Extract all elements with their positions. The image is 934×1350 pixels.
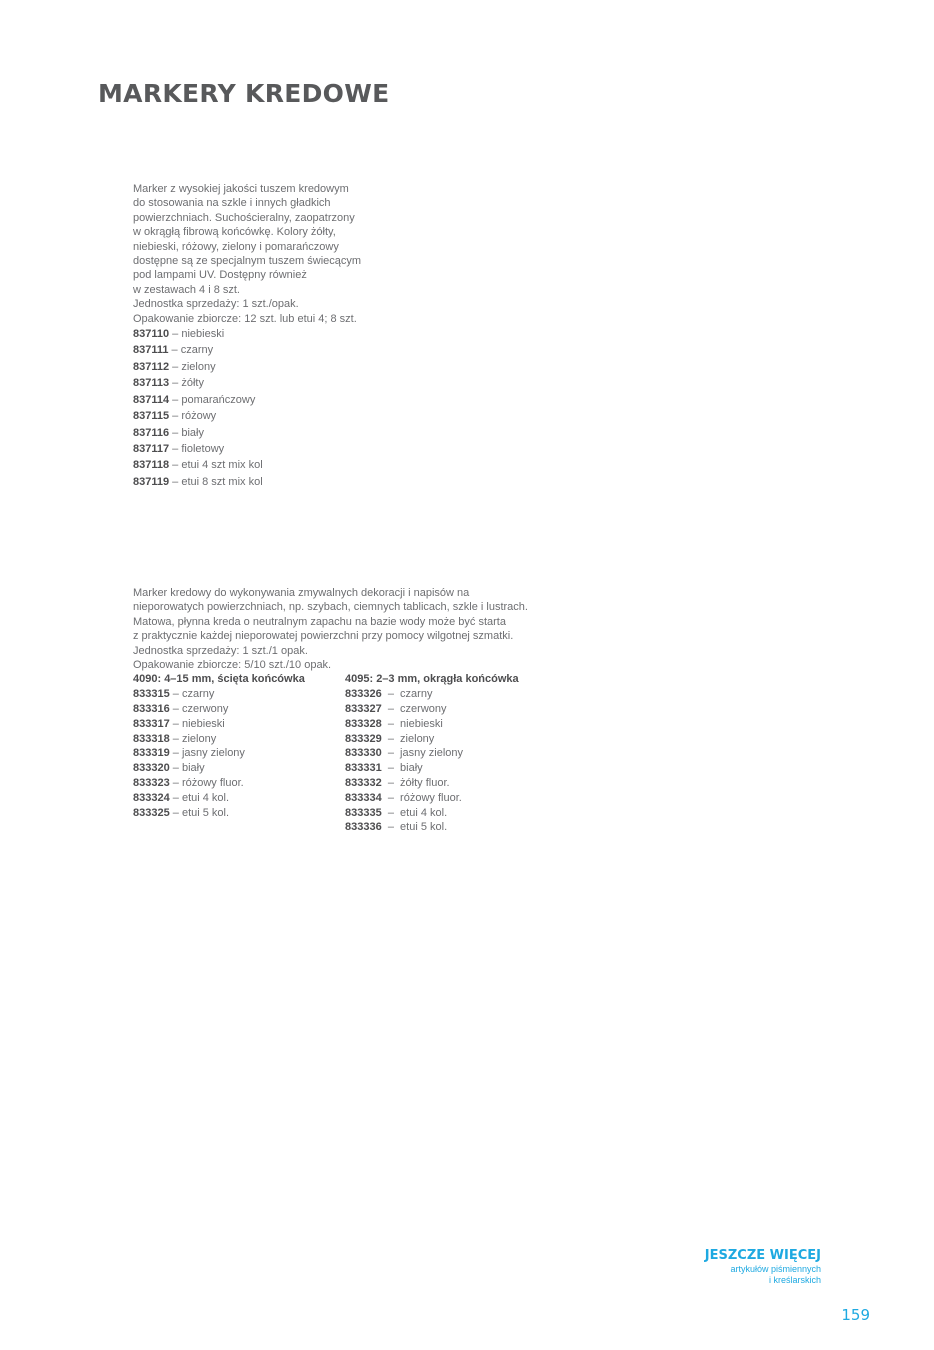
list-item (345, 746, 519, 761)
product-variant: – etui 4 kol. (169, 791, 230, 804)
page-number: 159 (841, 1306, 870, 1324)
product-variant: – biały (169, 426, 204, 439)
list-item (133, 687, 305, 702)
product-variant: – różowy (169, 410, 217, 423)
list-item (345, 776, 519, 791)
product-code: 833336 (345, 821, 382, 834)
product-variant: – etui 8 szt mix kol (169, 475, 263, 488)
brand-title: JESZCZE WIĘCEJ (704, 1248, 821, 1263)
product-code: 833328 (345, 717, 382, 730)
product-description (133, 586, 553, 672)
product-section-833 (133, 586, 553, 837)
product-code: 833325 (133, 806, 170, 819)
product-code: 837113 (133, 377, 170, 390)
product-variant: – żółty fluor. (381, 777, 450, 790)
product-variant: – zielony (381, 732, 435, 745)
product-variant: – czarny (168, 344, 214, 357)
description-line: pod lampami UV. Dostępny również (133, 269, 307, 282)
list-item (345, 806, 519, 821)
product-variant: – czerwony (381, 703, 447, 716)
list-item (133, 359, 383, 375)
product-description (133, 182, 383, 326)
product-variant: – zielony (169, 732, 217, 745)
product-code: 837112 (133, 360, 170, 373)
product-code: 833315 (133, 688, 170, 701)
product-variant: – czerwony (169, 703, 229, 716)
product-variant: – niebieski (169, 328, 225, 341)
footer-brand (705, 1248, 821, 1286)
product-code: 833316 (133, 703, 170, 716)
list-item (133, 474, 383, 490)
product-code: 833327 (345, 703, 382, 716)
product-variant: – jasny zielony (381, 747, 464, 760)
product-code: 833317 (133, 717, 170, 730)
list-item (133, 761, 305, 776)
list-item (133, 806, 305, 821)
product-variant: – niebieski (381, 717, 443, 730)
product-code: 833326 (345, 688, 382, 701)
product-code: 837115 (133, 410, 170, 423)
brand-subtitle: i kreślarskich (768, 1275, 821, 1285)
description-line: Matowa, płynna kreda o neutralnym zapachu na bazie wody może być starta (133, 615, 506, 628)
product-variant: – czarny (169, 688, 215, 701)
description-line: w okrągłą fibrową końcówkę. Kolory żółty, (133, 226, 336, 239)
column-4090 (133, 672, 305, 820)
product-variant: – zielony (169, 360, 216, 373)
bulk-package: Opakowanie zbiorcze: 12 szt. lub etui 4; 8 szt. (133, 312, 357, 325)
list-item (345, 687, 519, 702)
product-code: 833318 (133, 732, 170, 745)
product-variant: – etui 5 kol. (381, 821, 448, 834)
product-code: 833331 (345, 762, 382, 775)
product-variant: – biały (381, 762, 423, 775)
product-variant: – jasny zielony (169, 747, 245, 760)
list-item (133, 326, 383, 342)
column-heading: 4095: 2–3 mm, okrągła końcówka (345, 673, 519, 686)
product-columns (133, 672, 553, 837)
list-item (133, 342, 383, 358)
bulk-package: Opakowanie zbiorcze: 5/10 szt./10 opak. (133, 659, 332, 672)
product-code-list (345, 687, 519, 835)
list-item (345, 702, 519, 717)
product-code: 837118 (133, 459, 170, 472)
list-item (133, 702, 305, 717)
product-code: 833323 (133, 777, 170, 790)
product-section-837 (133, 182, 383, 490)
sales-unit: Jednostka sprzedaży: 1 szt./opak. (133, 298, 299, 311)
product-variant: – biały (169, 762, 205, 775)
product-code: 833330 (345, 747, 382, 760)
product-variant: – różowy fluor. (381, 791, 462, 804)
list-item (345, 717, 519, 732)
product-code: 837111 (133, 344, 169, 357)
product-variant: – różowy fluor. (169, 777, 244, 790)
list-item (133, 425, 383, 441)
product-code: 837117 (133, 442, 170, 455)
product-code: 837110 (133, 328, 170, 341)
product-variant: – żółty (169, 377, 204, 390)
list-item (345, 761, 519, 776)
list-item (133, 441, 383, 457)
list-item (133, 791, 305, 806)
product-variant: – fioletowy (169, 442, 225, 455)
list-item (133, 746, 305, 761)
product-variant: – etui 5 kol. (169, 806, 230, 819)
list-item (133, 776, 305, 791)
description-line: dostępne są ze specjalnym tuszem świecącym (133, 255, 362, 268)
product-code: 833320 (133, 762, 170, 775)
product-code: 833335 (345, 806, 382, 819)
description-line: z praktycznie każdej nieporowatej powierzchni przy pomocy wilgotnej szmatki. (133, 630, 514, 643)
product-code: 833334 (345, 791, 382, 804)
product-variant: – pomarańczowy (169, 393, 256, 406)
product-code: 837114 (133, 393, 170, 406)
product-code: 833319 (133, 747, 170, 760)
product-code: 837116 (133, 426, 170, 439)
description-line: Marker kredowy do wykonywania zmywalnych dekoracji i napisów na (133, 587, 470, 599)
description-line: Marker z wysokiej jakości tuszem kredowym (133, 183, 349, 195)
list-item (133, 392, 383, 408)
product-code-list (133, 687, 305, 820)
list-item (133, 408, 383, 424)
list-item (133, 732, 305, 747)
description-line: w zestawach 4 i 8 szt. (133, 283, 240, 296)
list-item (133, 375, 383, 391)
product-code: 833332 (345, 777, 382, 790)
column-heading: 4090: 4–15 mm, ścięta końcówka (133, 673, 305, 686)
sales-unit: Jednostka sprzedaży: 1 szt./1 opak. (133, 644, 308, 657)
product-variant: – czarny (381, 688, 433, 701)
description-line: niebieski, różowy, zielony i pomarańczowy (133, 240, 339, 253)
product-variant: – niebieski (169, 717, 225, 730)
product-code-list (133, 326, 383, 490)
product-variant: – etui 4 kol. (381, 806, 448, 819)
description-line: powierzchniach. Suchościeralny, zaopatrzony (133, 211, 355, 224)
product-code: 837119 (133, 475, 170, 488)
product-code: 833329 (345, 732, 382, 745)
list-item (133, 457, 383, 473)
list-item (345, 732, 519, 747)
description-line: do stosowania na szkle i innych gładkich (133, 197, 331, 210)
list-item (133, 717, 305, 732)
list-item (345, 791, 519, 806)
column-4095 (345, 672, 519, 835)
product-code: 833324 (133, 791, 170, 804)
brand-subtitle: artykułów piśmiennych (730, 1264, 821, 1274)
page-title: MARKERY KREDOWE (98, 78, 390, 108)
list-item (345, 820, 519, 835)
description-line: nieporowatych powierzchniach, np. szybach, ciemnych tablicach, szkle i lustrach. (133, 601, 528, 614)
product-variant: – etui 4 szt mix kol (169, 459, 263, 472)
